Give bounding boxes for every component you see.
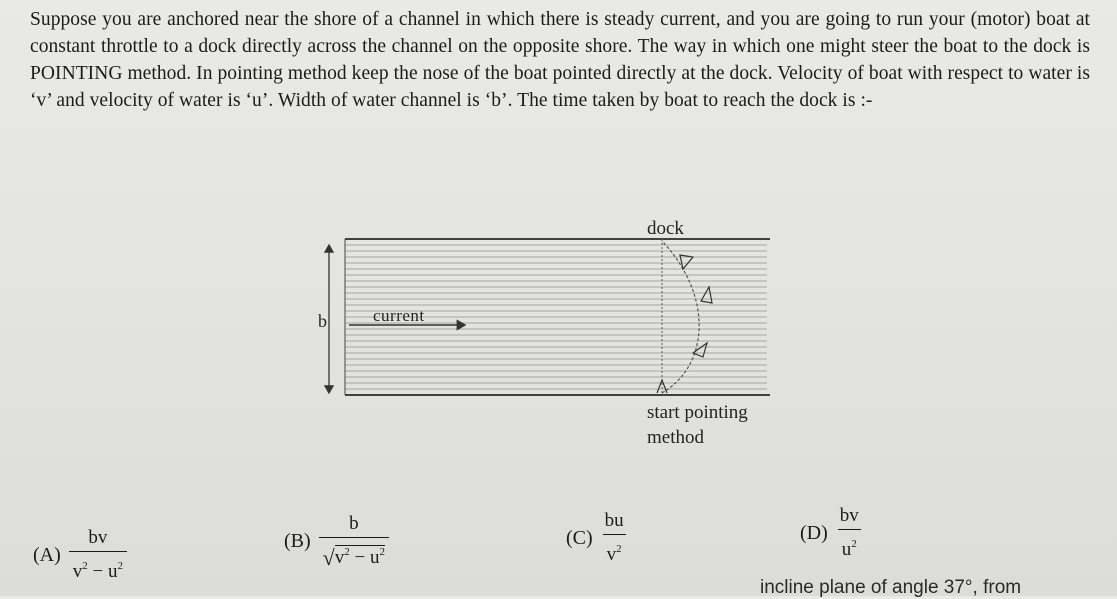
width-label: b bbox=[318, 311, 327, 331]
option-letter: (C) bbox=[566, 526, 593, 549]
option-c-fraction: $\frac{bu}{v^2}$ bbox=[604, 510, 624, 565]
start-label: start pointing method bbox=[647, 402, 748, 448]
option-b-fraction: $\frac{b}{√v^2 - u^2}$ bbox=[319, 513, 389, 569]
option-a-fraction: $\frac{bv}{v^2 - u^2}$ bbox=[69, 527, 127, 583]
option-b[interactable] bbox=[284, 513, 389, 569]
option-letter: (A) bbox=[33, 543, 61, 566]
option-a[interactable] bbox=[33, 527, 127, 583]
option-letter: (D) bbox=[800, 521, 828, 544]
channel-figure bbox=[305, 215, 785, 455]
option-d[interactable] bbox=[800, 505, 863, 561]
option-d-fraction: $\frac{bv}{u^2}$ bbox=[839, 505, 859, 560]
option-letter: (B) bbox=[284, 529, 311, 552]
boat-icon bbox=[701, 287, 712, 303]
current-label: current bbox=[373, 306, 425, 325]
next-question-fragment: incline plane of angle 37°, from bbox=[760, 577, 1022, 598]
option-c[interactable] bbox=[566, 510, 628, 566]
sqrt-icon: √ bbox=[322, 545, 335, 570]
dock-label: dock bbox=[647, 218, 684, 239]
question-text: Suppose you are anchored near the shore of a channel in which there is steady current, and you are going to run your (motor) boat at constant throttle to a dock directly across the channel on the opposite shore. The way in which one might steer the boat to the dock is POINTING method. In pointing method keep the nose of the boat pointed directly at the dock. Velocity of boat with respect to water is ‘v’ and velocity of water is ‘u’. Width of water channel is ‘b’. The time taken by boat to reach the dock is :- bbox=[30, 9, 1090, 111]
